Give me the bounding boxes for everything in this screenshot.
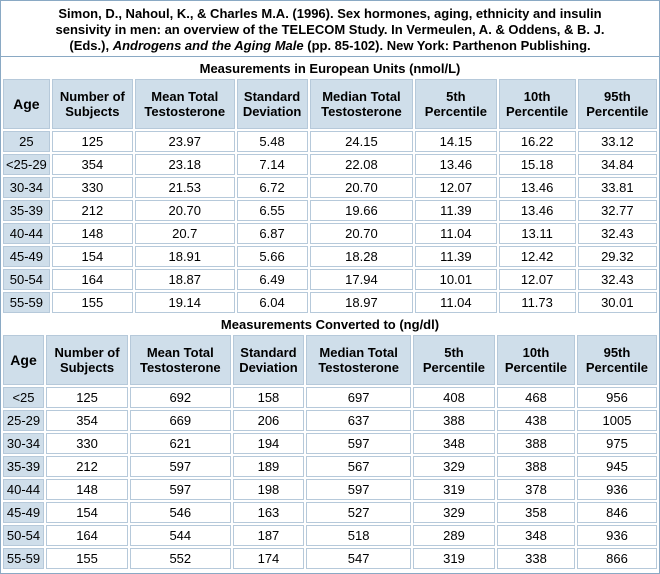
table-cell: 164 [52, 269, 133, 290]
table-cell: 319 [413, 548, 495, 569]
table-cell: 546 [130, 502, 231, 523]
table-cell: 319 [413, 479, 495, 500]
median-header: Median Total Testosterone [306, 335, 411, 385]
table-cell: 13.11 [499, 223, 576, 244]
table-cell: 6.49 [237, 269, 308, 290]
table-cell: 24.15 [310, 131, 414, 152]
age-cell: 25-29 [3, 410, 44, 431]
table-row [3, 502, 657, 523]
table-cell: 154 [46, 502, 128, 523]
table-cell: 378 [497, 479, 575, 500]
table-cell: 16.22 [499, 131, 576, 152]
table-cell: 11.39 [415, 200, 496, 221]
table-title: Measurements in European Units (nmol/L) [3, 59, 657, 77]
p95-header: 95th Percentile [577, 335, 657, 385]
table-cell: 158 [233, 387, 305, 408]
table-cell: 20.7 [135, 223, 235, 244]
age-cell: 40-44 [3, 223, 50, 244]
age-cell: 25 [3, 131, 50, 152]
table-row [3, 131, 657, 152]
table-cell: 23.97 [135, 131, 235, 152]
citation-eds: (Eds.), [69, 38, 113, 53]
table-cell: 518 [306, 525, 411, 546]
table-cell: 33.81 [578, 177, 657, 198]
table-cell: 125 [52, 131, 133, 152]
table-cell: 552 [130, 548, 231, 569]
table-title: Measurements Converted to (ng/dl) [3, 315, 657, 333]
table-cell: 33.12 [578, 131, 657, 152]
table-row [3, 292, 657, 313]
table-cell: 348 [497, 525, 575, 546]
table-cell: 438 [497, 410, 575, 431]
table-cell: 544 [130, 525, 231, 546]
p95-header: 95th Percentile [578, 79, 657, 129]
table-cell: 30.01 [578, 292, 657, 313]
age-cell: 55-59 [3, 548, 44, 569]
table-cell: 6.72 [237, 177, 308, 198]
table-cell: 547 [306, 548, 411, 569]
table-cell: 388 [497, 456, 575, 477]
table-cell: 32.43 [578, 269, 657, 290]
table-cell: 34.84 [578, 154, 657, 175]
table-cell: 18.97 [310, 292, 414, 313]
table-cell: 338 [497, 548, 575, 569]
table-cell: 15.18 [499, 154, 576, 175]
p10-header: 10th Percentile [497, 335, 575, 385]
table-cell: 174 [233, 548, 305, 569]
table-cell: 18.91 [135, 246, 235, 267]
table-row [3, 548, 657, 569]
subjects-header: Number of Subjects [46, 335, 128, 385]
table-cell: 189 [233, 456, 305, 477]
p10-header: 10th Percentile [499, 79, 576, 129]
table-cell: 527 [306, 502, 411, 523]
table-cell: 945 [577, 456, 657, 477]
table-cell: 956 [577, 387, 657, 408]
age-header: Age [3, 79, 50, 129]
table-cell: 206 [233, 410, 305, 431]
table-cell: 358 [497, 502, 575, 523]
table-cell: 329 [413, 502, 495, 523]
table-cell: 621 [130, 433, 231, 454]
age-cell: <25-29 [3, 154, 50, 175]
mean-header: Mean Total Testosterone [135, 79, 235, 129]
table-cell: 20.70 [310, 223, 414, 244]
table-cell: 163 [233, 502, 305, 523]
table-row [3, 223, 657, 244]
age-cell: 30-34 [3, 433, 44, 454]
table-row [3, 433, 657, 454]
table-cell: 187 [233, 525, 305, 546]
subjects-header: Number of Subjects [52, 79, 133, 129]
book-title: Androgens and the Aging Male [112, 38, 304, 53]
converted-units-table [1, 313, 659, 571]
table-cell: 388 [497, 433, 575, 454]
table-cell: 637 [306, 410, 411, 431]
table-cell: 11.04 [415, 223, 496, 244]
table-cell: 669 [130, 410, 231, 431]
citation-publisher: (pp. 85-102). New York: Parthenon Publishing. [303, 38, 591, 53]
median-header: Median Total Testosterone [310, 79, 414, 129]
table-cell: 936 [577, 525, 657, 546]
age-cell: 40-44 [3, 479, 44, 500]
std-dev-header: Standard Deviation [237, 79, 308, 129]
table-cell: 408 [413, 387, 495, 408]
table-cell: 468 [497, 387, 575, 408]
table-row [3, 154, 657, 175]
table-cell: 330 [46, 433, 128, 454]
table-row [3, 456, 657, 477]
table-cell: 32.43 [578, 223, 657, 244]
table-cell: 1005 [577, 410, 657, 431]
table-cell: 697 [306, 387, 411, 408]
table-row [3, 177, 657, 198]
citation-line-1: Simon, D., Nahoul, K., & Charles M.A. (1996). Sex hormones, aging, ethnicity and insulin [58, 6, 602, 21]
age-cell: 45-49 [3, 246, 50, 267]
table-cell: 692 [130, 387, 231, 408]
table-cell: 936 [577, 479, 657, 500]
age-cell: 35-39 [3, 200, 50, 221]
table-cell: 22.08 [310, 154, 414, 175]
citation-line-2: sensivity in men: an overview of the TELECOM Study. In Vermeulen, A. & Oddens, & B. J. [55, 22, 605, 37]
table-cell: 597 [130, 456, 231, 477]
table-cell: 23.18 [135, 154, 235, 175]
table-cell: 13.46 [415, 154, 496, 175]
table-row [3, 410, 657, 431]
table-cell: 19.14 [135, 292, 235, 313]
table-cell: 164 [46, 525, 128, 546]
table-cell: 19.66 [310, 200, 414, 221]
table-cell: 329 [413, 456, 495, 477]
table-cell: 32.77 [578, 200, 657, 221]
table-cell: 975 [577, 433, 657, 454]
table-cell: 18.87 [135, 269, 235, 290]
table-cell: 11.73 [499, 292, 576, 313]
table-cell: 597 [130, 479, 231, 500]
table-cell: 148 [46, 479, 128, 500]
table-cell: 5.48 [237, 131, 308, 152]
table-cell: 148 [52, 223, 133, 244]
table-cell: 6.87 [237, 223, 308, 244]
age-cell: 45-49 [3, 502, 44, 523]
citation [1, 1, 659, 57]
table-cell: 21.53 [135, 177, 235, 198]
table-cell: 13.46 [499, 200, 576, 221]
table-cell: 18.28 [310, 246, 414, 267]
table-cell: 597 [306, 479, 411, 500]
table-cell: 846 [577, 502, 657, 523]
european-units-table [1, 57, 659, 315]
age-cell: 50-54 [3, 525, 44, 546]
table-cell: 14.15 [415, 131, 496, 152]
table-cell: 13.46 [499, 177, 576, 198]
citation-line-3 [7, 38, 653, 54]
table-row [3, 387, 657, 408]
table-cell: 354 [46, 410, 128, 431]
table-cell: 154 [52, 246, 133, 267]
table-cell: 7.14 [237, 154, 308, 175]
table-cell: 155 [46, 548, 128, 569]
table-row [3, 246, 657, 267]
table-row [3, 479, 657, 500]
p5-header: 5th Percentile [413, 335, 495, 385]
table-cell: 567 [306, 456, 411, 477]
table-cell: 12.07 [499, 269, 576, 290]
table-cell: 155 [52, 292, 133, 313]
table-cell: 17.94 [310, 269, 414, 290]
table-cell: 6.04 [237, 292, 308, 313]
age-cell: 50-54 [3, 269, 50, 290]
age-header: Age [3, 335, 44, 385]
table-cell: 194 [233, 433, 305, 454]
table-cell: 20.70 [310, 177, 414, 198]
table-cell: 5.66 [237, 246, 308, 267]
table-cell: 348 [413, 433, 495, 454]
table-cell: 20.70 [135, 200, 235, 221]
table-cell: 125 [46, 387, 128, 408]
table-cell: 866 [577, 548, 657, 569]
table-cell: 354 [52, 154, 133, 175]
table-row [3, 200, 657, 221]
table-cell: 330 [52, 177, 133, 198]
table-cell: 12.07 [415, 177, 496, 198]
age-cell: <25 [3, 387, 44, 408]
table-cell: 212 [52, 200, 133, 221]
std-dev-header: Standard Deviation [233, 335, 305, 385]
table-cell: 212 [46, 456, 128, 477]
table-cell: 12.42 [499, 246, 576, 267]
table-cell: 198 [233, 479, 305, 500]
table-cell: 10.01 [415, 269, 496, 290]
table-row [3, 269, 657, 290]
table-cell: 11.39 [415, 246, 496, 267]
table-cell: 29.32 [578, 246, 657, 267]
table-cell: 388 [413, 410, 495, 431]
age-cell: 30-34 [3, 177, 50, 198]
p5-header: 5th Percentile [415, 79, 496, 129]
table-cell: 597 [306, 433, 411, 454]
table-cell: 11.04 [415, 292, 496, 313]
table-cell: 6.55 [237, 200, 308, 221]
age-cell: 35-39 [3, 456, 44, 477]
table-row [3, 525, 657, 546]
age-cell: 55-59 [3, 292, 50, 313]
table-cell: 289 [413, 525, 495, 546]
mean-header: Mean Total Testosterone [130, 335, 231, 385]
